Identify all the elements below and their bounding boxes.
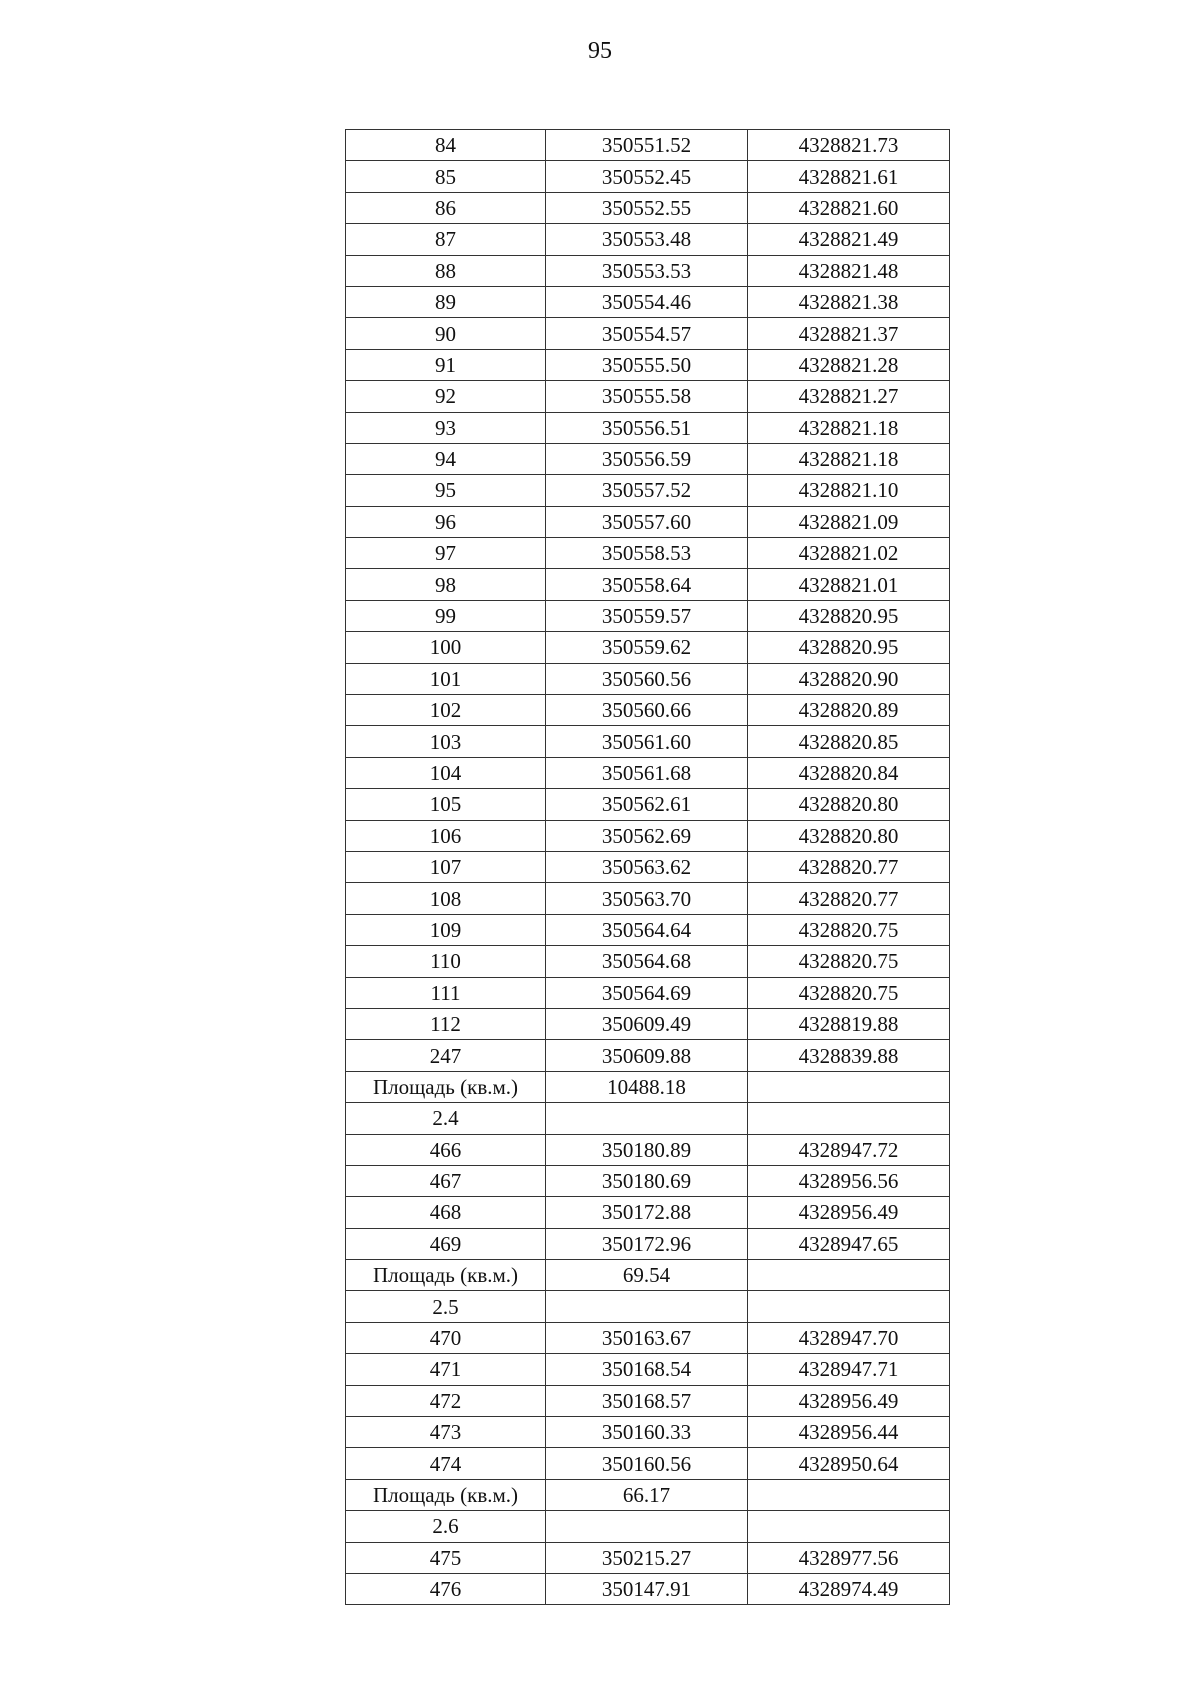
table-row <box>346 1197 950 1228</box>
point-cell: 86 <box>346 192 546 223</box>
x-coordinate-cell: 350559.57 <box>546 600 748 631</box>
y-coordinate-cell: 4328821.60 <box>748 192 950 223</box>
y-coordinate-cell: 4328956.49 <box>748 1197 950 1228</box>
x-coordinate-cell: 350558.64 <box>546 569 748 600</box>
table-row <box>346 192 950 223</box>
table-row <box>346 255 950 286</box>
table-row <box>346 1322 950 1353</box>
x-coordinate-cell: 350560.66 <box>546 695 748 726</box>
point-cell: 2.4 <box>346 1103 546 1134</box>
point-cell: 467 <box>346 1165 546 1196</box>
y-coordinate-cell: 4328821.28 <box>748 349 950 380</box>
x-coordinate-cell: 350561.68 <box>546 757 748 788</box>
point-cell: Площадь (кв.м.) <box>346 1071 546 1102</box>
point-cell: Площадь (кв.м.) <box>346 1479 546 1510</box>
table-row <box>346 569 950 600</box>
point-cell: 111 <box>346 977 546 1008</box>
coordinates-table <box>345 129 950 1605</box>
y-coordinate-cell: 4328977.56 <box>748 1542 950 1573</box>
y-coordinate-cell <box>748 1291 950 1322</box>
x-coordinate-cell: 350168.57 <box>546 1385 748 1416</box>
table-row <box>346 130 950 161</box>
point-cell: 109 <box>346 914 546 945</box>
x-coordinate-cell: 350609.88 <box>546 1040 748 1071</box>
x-coordinate-cell: 350160.33 <box>546 1417 748 1448</box>
point-cell: 85 <box>346 161 546 192</box>
x-coordinate-cell: 350556.59 <box>546 443 748 474</box>
x-coordinate-cell: 350564.64 <box>546 914 748 945</box>
table-row <box>346 695 950 726</box>
point-cell: 105 <box>346 789 546 820</box>
y-coordinate-cell: 4328820.77 <box>748 883 950 914</box>
point-cell: 474 <box>346 1448 546 1479</box>
y-coordinate-cell: 4328820.95 <box>748 632 950 663</box>
table-row <box>346 1542 950 1573</box>
y-coordinate-cell <box>748 1260 950 1291</box>
table-row <box>346 224 950 255</box>
x-coordinate-cell: 350554.57 <box>546 318 748 349</box>
point-cell: 247 <box>346 1040 546 1071</box>
point-cell: 106 <box>346 820 546 851</box>
table-row <box>346 632 950 663</box>
x-coordinate-cell: 350168.54 <box>546 1354 748 1385</box>
point-cell: 2.5 <box>346 1291 546 1322</box>
x-coordinate-cell: 350562.69 <box>546 820 748 851</box>
table-row <box>346 1008 950 1039</box>
coordinates-table-body <box>346 130 950 1605</box>
y-coordinate-cell: 4328956.49 <box>748 1385 950 1416</box>
x-coordinate-cell: 350556.51 <box>546 412 748 443</box>
y-coordinate-cell: 4328821.48 <box>748 255 950 286</box>
y-coordinate-cell: 4328947.72 <box>748 1134 950 1165</box>
point-cell: 110 <box>346 946 546 977</box>
point-cell: 92 <box>346 381 546 412</box>
x-coordinate-cell: 350180.89 <box>546 1134 748 1165</box>
y-coordinate-cell: 4328956.56 <box>748 1165 950 1196</box>
y-coordinate-cell: 4328820.89 <box>748 695 950 726</box>
x-coordinate-cell: 350557.60 <box>546 506 748 537</box>
y-coordinate-cell: 4328821.73 <box>748 130 950 161</box>
table-row <box>346 1511 950 1542</box>
x-coordinate-cell: 350215.27 <box>546 1542 748 1573</box>
y-coordinate-cell <box>748 1103 950 1134</box>
point-cell: 97 <box>346 538 546 569</box>
x-coordinate-cell: 10488.18 <box>546 1071 748 1102</box>
y-coordinate-cell: 4328947.70 <box>748 1322 950 1353</box>
table-row <box>346 161 950 192</box>
point-cell: 108 <box>346 883 546 914</box>
point-cell: 112 <box>346 1008 546 1039</box>
x-coordinate-cell: 350562.61 <box>546 789 748 820</box>
point-cell: 466 <box>346 1134 546 1165</box>
table-row <box>346 851 950 882</box>
x-coordinate-cell: 350563.62 <box>546 851 748 882</box>
y-coordinate-cell: 4328821.18 <box>748 412 950 443</box>
y-coordinate-cell: 4328820.84 <box>748 757 950 788</box>
point-cell: 93 <box>346 412 546 443</box>
x-coordinate-cell <box>546 1511 748 1542</box>
page-number: 95 <box>588 38 612 64</box>
table-row <box>346 1417 950 1448</box>
x-coordinate-cell <box>546 1103 748 1134</box>
table-row <box>346 820 950 851</box>
x-coordinate-cell: 350163.67 <box>546 1322 748 1353</box>
x-coordinate-cell: 66.17 <box>546 1479 748 1510</box>
table-row <box>346 1354 950 1385</box>
table-row <box>346 726 950 757</box>
point-cell: 473 <box>346 1417 546 1448</box>
x-coordinate-cell: 350551.52 <box>546 130 748 161</box>
table-row <box>346 789 950 820</box>
y-coordinate-cell: 4328821.49 <box>748 224 950 255</box>
point-cell: 89 <box>346 286 546 317</box>
y-coordinate-cell: 4328819.88 <box>748 1008 950 1039</box>
point-cell: 91 <box>346 349 546 380</box>
y-coordinate-cell <box>748 1071 950 1102</box>
x-coordinate-cell: 350555.50 <box>546 349 748 380</box>
point-cell: 96 <box>346 506 546 537</box>
point-cell: 468 <box>346 1197 546 1228</box>
x-coordinate-cell: 350553.53 <box>546 255 748 286</box>
y-coordinate-cell: 4328821.01 <box>748 569 950 600</box>
x-coordinate-cell: 350552.45 <box>546 161 748 192</box>
point-cell: 87 <box>346 224 546 255</box>
x-coordinate-cell: 350563.70 <box>546 883 748 914</box>
table-row <box>346 1103 950 1134</box>
y-coordinate-cell: 4328820.77 <box>748 851 950 882</box>
x-coordinate-cell: 350172.88 <box>546 1197 748 1228</box>
y-coordinate-cell: 4328820.95 <box>748 600 950 631</box>
y-coordinate-cell: 4328947.65 <box>748 1228 950 1259</box>
y-coordinate-cell: 4328820.85 <box>748 726 950 757</box>
point-cell: 471 <box>346 1354 546 1385</box>
x-coordinate-cell: 350160.56 <box>546 1448 748 1479</box>
x-coordinate-cell: 350564.68 <box>546 946 748 977</box>
point-cell: 2.6 <box>346 1511 546 1542</box>
y-coordinate-cell: 4328821.27 <box>748 381 950 412</box>
x-coordinate-cell: 350557.52 <box>546 475 748 506</box>
table-row <box>346 883 950 914</box>
x-coordinate-cell: 350147.91 <box>546 1573 748 1604</box>
point-cell: 95 <box>346 475 546 506</box>
table-row <box>346 1228 950 1259</box>
point-cell: 107 <box>346 851 546 882</box>
point-cell: 475 <box>346 1542 546 1573</box>
table-row <box>346 757 950 788</box>
y-coordinate-cell: 4328820.75 <box>748 977 950 1008</box>
y-coordinate-cell: 4328821.37 <box>748 318 950 349</box>
table-row <box>346 286 950 317</box>
x-coordinate-cell: 350561.60 <box>546 726 748 757</box>
y-coordinate-cell: 4328956.44 <box>748 1417 950 1448</box>
point-cell: 84 <box>346 130 546 161</box>
table-row <box>346 349 950 380</box>
table-row <box>346 318 950 349</box>
y-coordinate-cell: 4328950.64 <box>748 1448 950 1479</box>
y-coordinate-cell: 4328974.49 <box>748 1573 950 1604</box>
table-row <box>346 1134 950 1165</box>
table-row <box>346 1479 950 1510</box>
point-cell: 104 <box>346 757 546 788</box>
table-row <box>346 1385 950 1416</box>
point-cell: 103 <box>346 726 546 757</box>
point-cell: 98 <box>346 569 546 600</box>
table-row <box>346 412 950 443</box>
y-coordinate-cell: 4328821.02 <box>748 538 950 569</box>
table-row <box>346 1071 950 1102</box>
table-row <box>346 663 950 694</box>
point-cell: Площадь (кв.м.) <box>346 1260 546 1291</box>
table-row <box>346 381 950 412</box>
y-coordinate-cell: 4328821.18 <box>748 443 950 474</box>
x-coordinate-cell: 350172.96 <box>546 1228 748 1259</box>
table-row <box>346 914 950 945</box>
y-coordinate-cell: 4328820.75 <box>748 946 950 977</box>
x-coordinate-cell: 350554.46 <box>546 286 748 317</box>
table-row <box>346 475 950 506</box>
y-coordinate-cell: 4328820.80 <box>748 820 950 851</box>
x-coordinate-cell: 350552.55 <box>546 192 748 223</box>
table-row <box>346 946 950 977</box>
table-row <box>346 977 950 1008</box>
x-coordinate-cell: 350560.56 <box>546 663 748 694</box>
y-coordinate-cell: 4328821.10 <box>748 475 950 506</box>
x-coordinate-cell: 350564.69 <box>546 977 748 1008</box>
table-row <box>346 506 950 537</box>
point-cell: 470 <box>346 1322 546 1353</box>
point-cell: 99 <box>346 600 546 631</box>
x-coordinate-cell: 350609.49 <box>546 1008 748 1039</box>
table-row <box>346 1260 950 1291</box>
point-cell: 88 <box>346 255 546 286</box>
y-coordinate-cell: 4328820.80 <box>748 789 950 820</box>
table-row <box>346 1040 950 1071</box>
point-cell: 472 <box>346 1385 546 1416</box>
point-cell: 101 <box>346 663 546 694</box>
y-coordinate-cell: 4328947.71 <box>748 1354 950 1385</box>
y-coordinate-cell: 4328839.88 <box>748 1040 950 1071</box>
point-cell: 90 <box>346 318 546 349</box>
point-cell: 102 <box>346 695 546 726</box>
y-coordinate-cell: 4328821.38 <box>748 286 950 317</box>
y-coordinate-cell: 4328820.90 <box>748 663 950 694</box>
table-row <box>346 1573 950 1604</box>
x-coordinate-cell <box>546 1291 748 1322</box>
x-coordinate-cell: 350180.69 <box>546 1165 748 1196</box>
x-coordinate-cell: 350559.62 <box>546 632 748 663</box>
y-coordinate-cell <box>748 1511 950 1542</box>
table-row <box>346 1165 950 1196</box>
table-row <box>346 1448 950 1479</box>
y-coordinate-cell: 4328820.75 <box>748 914 950 945</box>
table-row <box>346 1291 950 1322</box>
y-coordinate-cell: 4328821.61 <box>748 161 950 192</box>
point-cell: 94 <box>346 443 546 474</box>
point-cell: 476 <box>346 1573 546 1604</box>
table-row <box>346 538 950 569</box>
table-row <box>346 600 950 631</box>
x-coordinate-cell: 350555.58 <box>546 381 748 412</box>
x-coordinate-cell: 350558.53 <box>546 538 748 569</box>
point-cell: 469 <box>346 1228 546 1259</box>
x-coordinate-cell: 350553.48 <box>546 224 748 255</box>
y-coordinate-cell: 4328821.09 <box>748 506 950 537</box>
table-row <box>346 443 950 474</box>
y-coordinate-cell <box>748 1479 950 1510</box>
point-cell: 100 <box>346 632 546 663</box>
x-coordinate-cell: 69.54 <box>546 1260 748 1291</box>
